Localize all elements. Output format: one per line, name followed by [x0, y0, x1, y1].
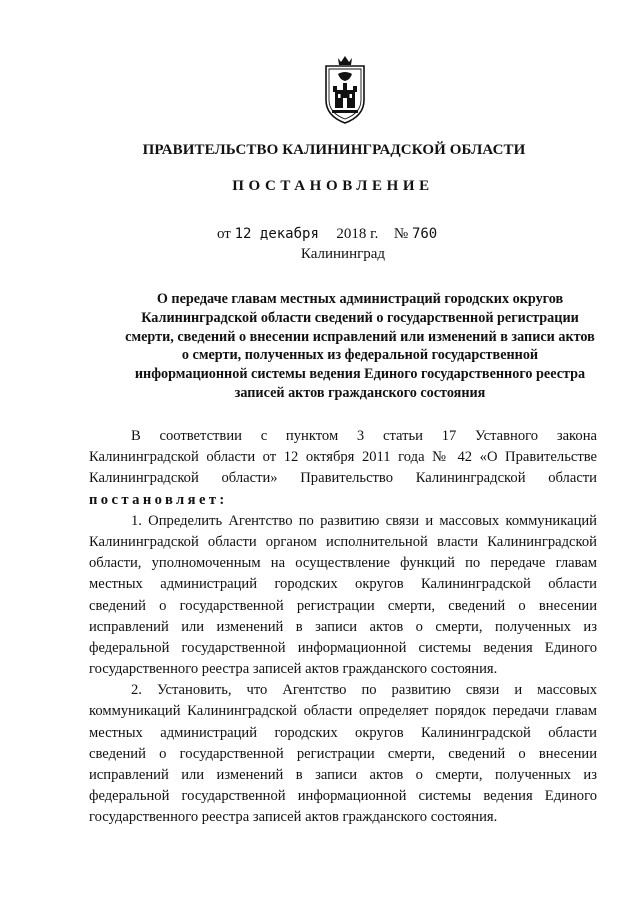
coat-of-arms-emblem — [318, 52, 372, 126]
item1-line: области, уполномоченным на осуществление функций по передаче главам — [89, 555, 597, 572]
date-year: 2018 г. — [336, 226, 379, 242]
intro-line: В соответствии с пунктом 3 статьи 17 Уставного закона — [131, 428, 597, 444]
item1-line: государственного реестра записей актов гражданского состояния. — [89, 661, 498, 678]
number-sign: № — [393, 226, 409, 242]
subject-line: записей актов гражданского состояния — [234, 384, 486, 401]
item1-line: сведений о государственной регистрации смерти, сведений о внесении — [89, 597, 597, 614]
document-body — [89, 426, 597, 829]
item2-line: исправлений или изменений в записи актов о смерти, полученных из — [89, 767, 597, 783]
item1-line: федеральной государственной информационной системы ведения Единого — [89, 639, 597, 656]
document-number: 760 — [411, 226, 438, 242]
subject-line: Калининградской области сведений о государственной регистрации — [141, 309, 579, 326]
date-day-month: 12 декабря — [234, 226, 319, 242]
intro-line: Калининградской области» Правительство Калининградской области — [89, 470, 597, 487]
item1-line: местных администраций городских округов Калининградской области — [89, 576, 597, 593]
date-number-line — [217, 226, 437, 243]
subject-line: О передаче главам местных администраций городских округов — [156, 291, 564, 307]
city-name: Калининград — [300, 246, 386, 262]
item1-line: 1. Определить Агентство по развитию связи и массовых коммуникаций — [131, 512, 597, 529]
document-type-heading: ПОСТАНОВЛЕНИЕ — [232, 178, 434, 194]
item2-line: сведений о государственной регистрации смерти, сведений о внесении — [89, 745, 597, 762]
document-subject — [100, 290, 620, 403]
resolves-word: постановляет: — [89, 491, 228, 508]
subject-line: смерти, сведений о внесении исправлений или изменений в записи актов — [125, 328, 595, 345]
date-prefix: от — [217, 226, 231, 242]
item2-line: государственного реестра записей актов гражданского состояния. — [89, 809, 498, 826]
subject-line: о смерти, полученных из федеральной государственной — [181, 347, 539, 364]
item1-line: Калининградской области органом исполнительной власти Калининградской — [89, 533, 597, 550]
subject-line: информационной системы ведения Единого государственного реестра — [134, 366, 586, 383]
item2-line: местных администраций городских округов Калининградской области — [89, 724, 597, 741]
item2-line: 2. Установить, что Агентство по развитию связи и массовых — [131, 682, 597, 699]
item2-line: коммуникаций Калининградской области определяет порядок передачи главам — [89, 703, 597, 720]
government-title: ПРАВИТЕЛЬСТВО КАЛИНИНГРАДСКОЙ ОБЛАСТИ — [142, 142, 526, 158]
item1-line: исправлений или изменений в записи актов о смерти, полученных из — [89, 618, 597, 635]
intro-line: Калининградской области от 12 октября 2011 года № 42 «О Правительстве — [89, 449, 597, 466]
item2-line: федеральной государственной информационной системы ведения Единого — [89, 788, 597, 805]
